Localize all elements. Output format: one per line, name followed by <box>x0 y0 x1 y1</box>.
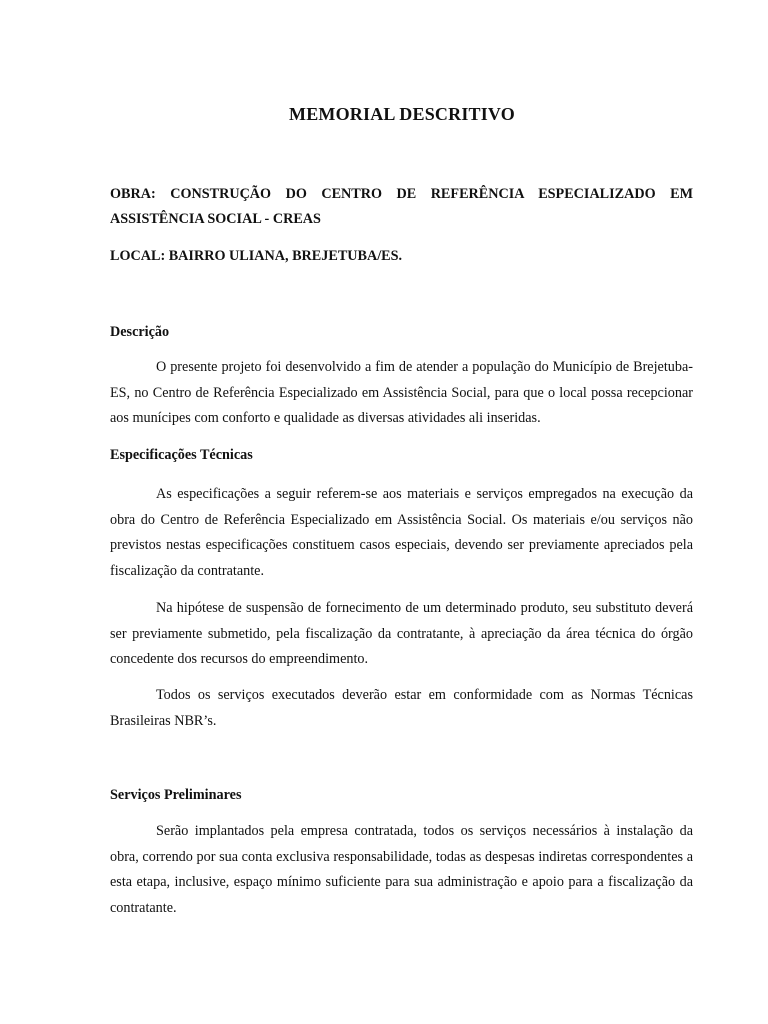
paragraph-servicos-1: Serão implantados pela empresa contratada, todos os serviços necessários à instalação da obra, correndo por sua conta exclusiva responsabilidade, todas as despesas indiretas correspondentes a esta etapa, inclusive, espaço mínimo suficiente para sua administração e apoio para a fiscalização da contratante. <box>110 823 693 916</box>
local-line: LOCAL: BAIRRO ULIANA, BREJETUBA/ES. <box>110 248 403 264</box>
paragraph-descricao-1: O presente projeto foi desenvolvido a fim de atender a população do Município de Brejetuba-ES, no Centro de Referência Especializado em Assistência Social, para que o local possa recepcionar aos munícipes com conforto e qualidade as diversas atividades ali inseridas. <box>110 359 693 426</box>
section-heading-servicos: Serviços Preliminares <box>110 787 242 803</box>
paragraph-especificacoes-3: Todos os serviços executados deverão estar em conformidade com as Normas Técnicas Brasileiras NBR’s. <box>110 687 693 729</box>
document-title: MEMORIAL DESCRITIVO <box>289 104 515 124</box>
paragraph-especificacoes-1: As especificações a seguir referem-se aos materiais e serviços empregados na execução da obra do Centro de Referência Especializado em Assistência Social. Os materiais e/ou serviços não previstos nestas especificações constituem casos especiais, devendo ser previamente apreciados pela fiscalização da contratante. <box>110 486 693 579</box>
obra-line: OBRA: CONSTRUÇÃO DO CENTRO DE REFERÊNCIA ESPECIALIZADO EM ASSISTÊNCIA SOCIAL - CREAS <box>110 186 693 227</box>
paragraph-especificacoes-2: Na hipótese de suspensão de fornecimento de um determinado produto, seu substituto deverá ser previamente submetido, pela fiscalização da contratante, à apreciação da área técnica do órgão concedente dos recursos do empreendimento. <box>110 600 693 667</box>
section-heading-descricao: Descrição <box>110 324 170 340</box>
section-heading-especificacoes: Especificações Técnicas <box>110 447 253 463</box>
